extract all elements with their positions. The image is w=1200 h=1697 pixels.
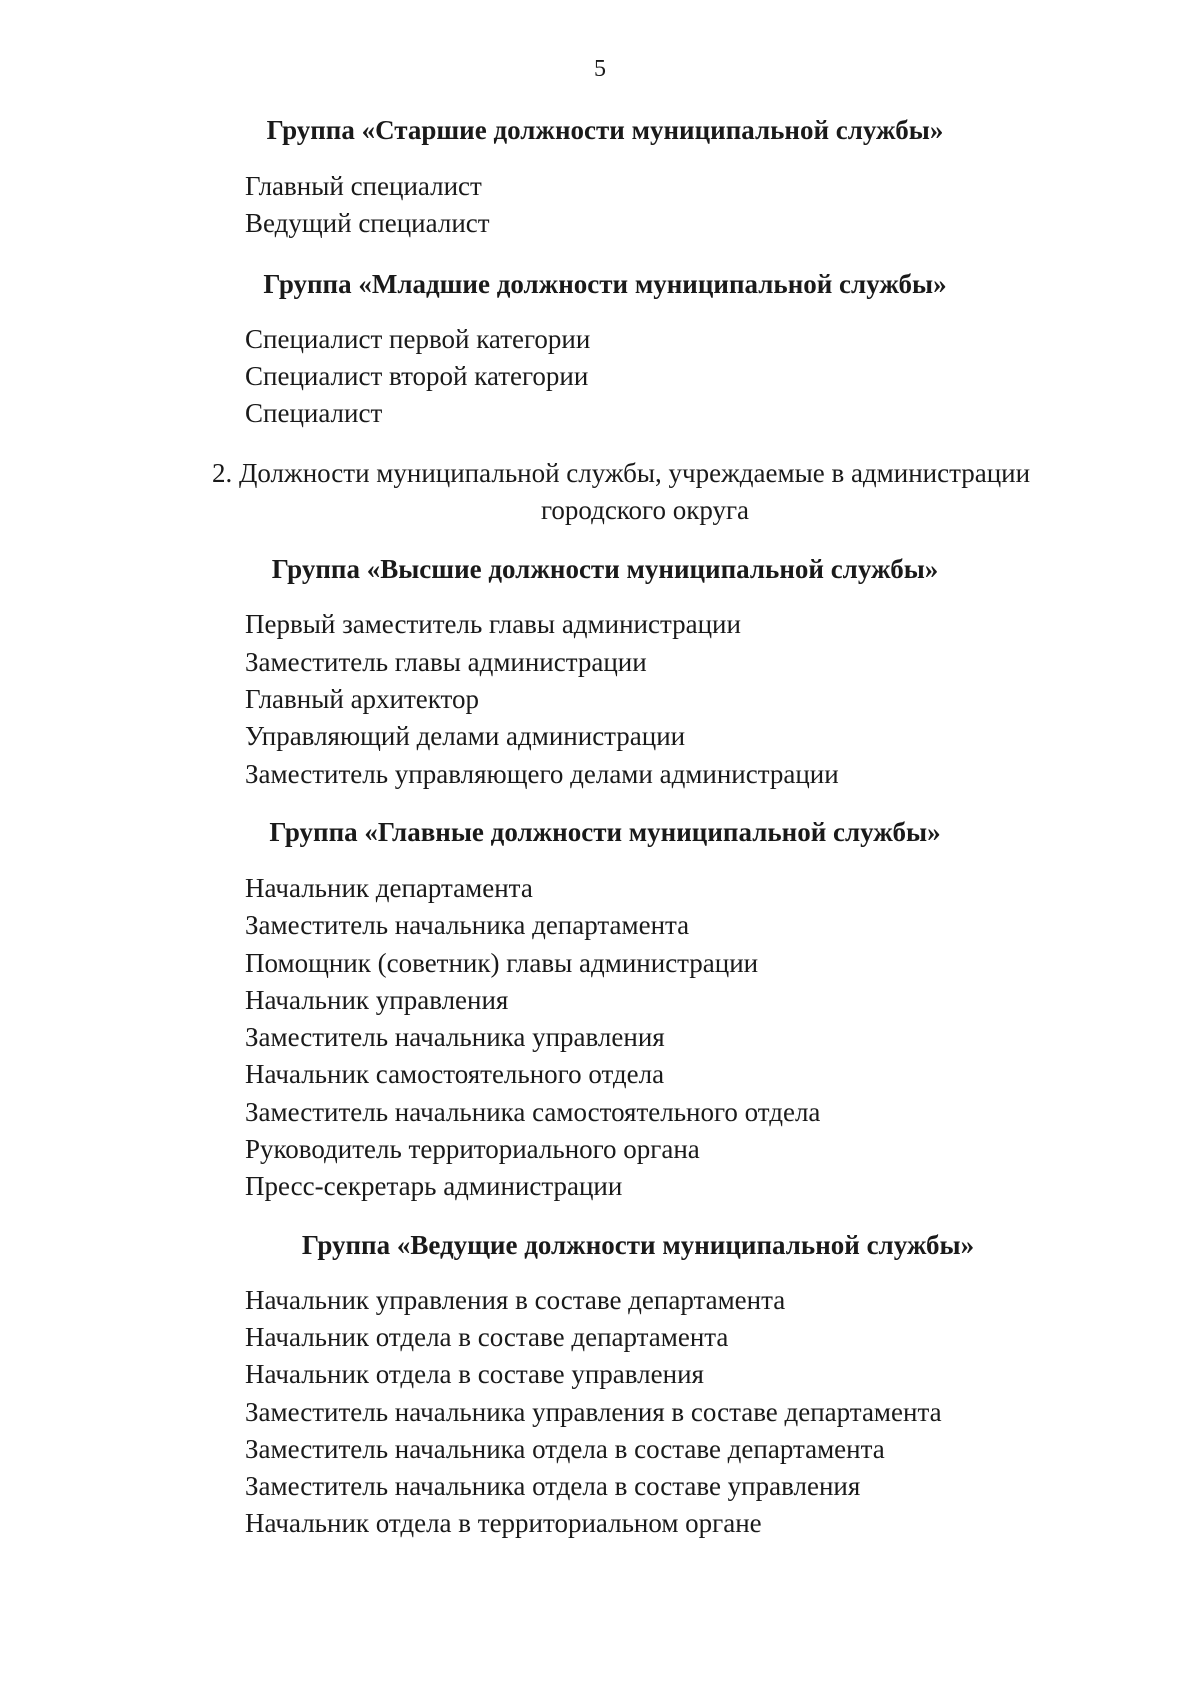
list-item: Начальник управления в составе департамента: [245, 1284, 786, 1315]
list-item: Заместитель начальника департамента: [245, 910, 690, 941]
junior-positions-list: [0, 321, 1200, 433]
list-item: Начальник отдела в территориальном органе: [245, 1508, 762, 1539]
list-item: Руководитель территориального органа: [245, 1134, 700, 1165]
list-item: Специалист первой категории: [245, 323, 591, 354]
list-item: Ведущий специалист: [245, 208, 490, 239]
document-body: [0, 112, 1200, 1543]
list-item: Пресс-секретарь администрации: [245, 1171, 623, 1202]
list-item: Заместитель управляющего делами администрации: [245, 758, 839, 789]
section-heading: [0, 455, 1200, 529]
list-item: Начальник самостоятельного отдела: [245, 1059, 665, 1090]
highest-positions-list: [0, 606, 1200, 792]
group-title-junior: Группа «Младшие должности муниципальной службы»: [263, 268, 947, 299]
section-heading-line-1: 2. Должности муниципальной службы, учреждаемые в администрации: [212, 458, 1031, 489]
list-item: Первый заместитель главы администрации: [245, 609, 741, 640]
list-item: Главный специалист: [245, 171, 482, 201]
page-number: 5: [594, 56, 606, 82]
group-title-highest: Группа «Высшие должности муниципальной службы»: [271, 554, 939, 585]
list-item: Заместитель начальника управления в составе департамента: [245, 1396, 942, 1427]
list-item: Помощник (советник) главы администрации: [245, 947, 759, 978]
section-heading-line-2: городского округа: [540, 495, 750, 526]
leading-positions-list: [0, 1282, 1200, 1543]
group-title-senior: Группа «Старшие должности муниципальной службы»: [266, 115, 944, 145]
list-item: Начальник отдела в составе управления: [245, 1359, 704, 1390]
list-item: Заместитель начальника отдела в составе департамента: [245, 1433, 885, 1464]
list-item: Заместитель начальника управления: [245, 1022, 665, 1053]
list-item: Начальник отдела в составе департамента: [245, 1321, 729, 1352]
main-positions-list: [0, 870, 1200, 1206]
list-item: Специалист второй категории: [245, 360, 589, 391]
list-item: Управляющий делами администрации: [245, 721, 686, 752]
group-title-main: Группа «Главные должности муниципальной службы»: [269, 816, 941, 847]
list-item: Заместитель начальника отдела в составе управления: [245, 1471, 861, 1502]
list-item: Специалист: [245, 398, 383, 429]
group-title-leading: Группа «Ведущие должности муниципальной службы»: [301, 1229, 975, 1260]
list-item: Заместитель начальника самостоятельного отдела: [245, 1096, 821, 1127]
list-item: Заместитель главы администрации: [245, 646, 647, 677]
list-item: Начальник департамента: [245, 872, 533, 903]
senior-positions-list: [0, 168, 1200, 243]
list-item: Начальник управления: [245, 984, 509, 1015]
list-item: Главный архитектор: [245, 684, 479, 715]
